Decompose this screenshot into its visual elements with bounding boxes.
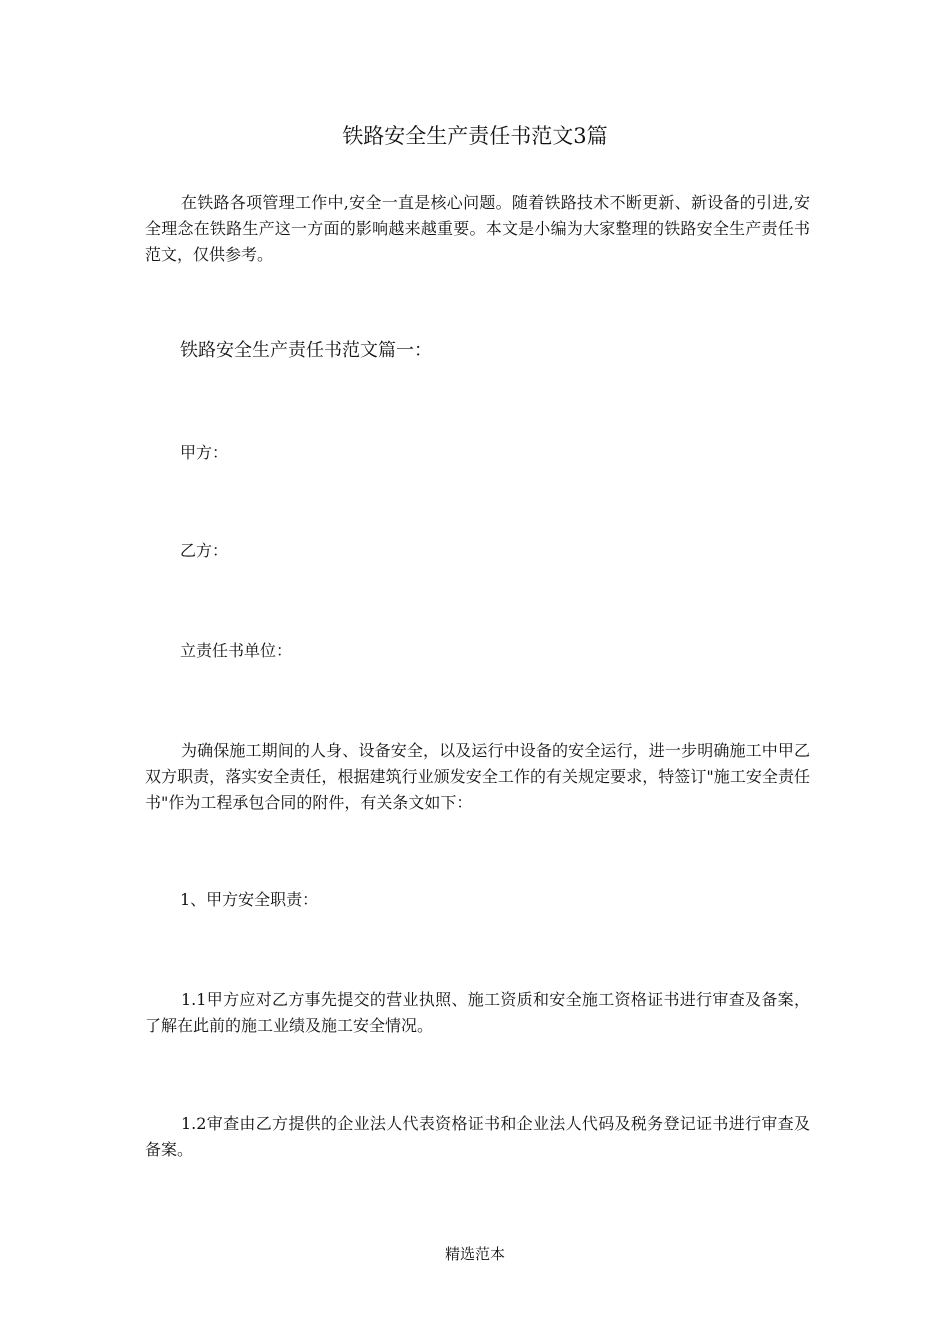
issuing-unit-label: 立责任书单位：	[180, 641, 293, 660]
clause-1-heading: 1、甲方安全职责：	[180, 890, 319, 909]
clause-1-2-paragraph: 1.2审查由乙方提供的企业法人代表资格证书和企业法人代码及税务登记证书进行审查及备案。	[145, 1114, 810, 1159]
purpose-paragraph: 为确保施工期间的人身、设备安全，以及运行中设备的安全运行，进一步明确施工中甲乙双方职责，落实安全责任，根据建筑行业颁发安全工作的有关规定要求，特签订"施工安全责任书"作为工程承包合同的附件，有关条文如下：	[145, 741, 810, 812]
party-b-label: 乙方：	[180, 541, 229, 560]
intro-paragraph: 在铁路各项管理工作中,安全一直是核心问题。随着铁路技术不断更新、新设备的引进,安全理念在铁路生产这一方面的影响越来越重要。本文是小编为大家整理的铁路安全生产责任书范文，仅供参考。	[145, 193, 810, 264]
document-title: 铁路安全生产责任书范文3篇	[342, 124, 608, 148]
section-one-heading: 铁路安全生产责任书范文篇一：	[180, 340, 432, 361]
clause-1-1-paragraph: 1.1甲方应对乙方事先提交的营业执照、施工资质和安全施工资格证书进行审查及备案，了解在此前的施工业绩及施工安全情况。	[145, 990, 810, 1035]
page-footer: 精选范本	[444, 1245, 505, 1263]
party-a-label: 甲方：	[180, 443, 229, 462]
